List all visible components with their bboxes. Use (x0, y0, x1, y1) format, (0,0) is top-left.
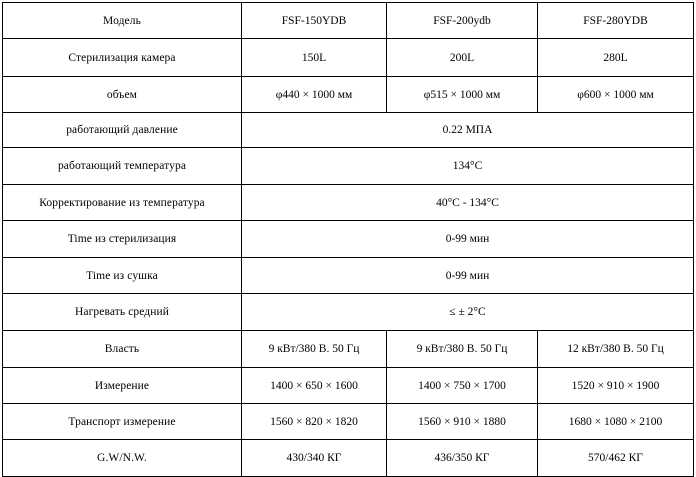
merged-value-cell: ≤ ± 2°C (242, 294, 694, 331)
row-label-cell: Нагревать средний (3, 294, 242, 331)
row-label-cell: Власть (3, 331, 242, 368)
value-cell: 1680 × 1080 × 2100 (538, 404, 694, 440)
table-row (3, 404, 694, 440)
table-row (3, 440, 694, 477)
table-row (3, 185, 694, 221)
value-cell: 570/462 КГ (538, 440, 694, 477)
row-label-cell: Time из стерилизация (3, 221, 242, 258)
row-label-cell: Транспорт измерение (3, 404, 242, 440)
merged-value-cell: 134°C (242, 148, 694, 185)
table-row (3, 148, 694, 185)
table-row (3, 221, 694, 258)
header-row (3, 3, 694, 39)
value-cell: φ600 × 1000 мм (538, 77, 694, 113)
merged-value-cell: 0.22 МПА (242, 113, 694, 148)
row-label-cell: работающий давление (3, 113, 242, 148)
value-cell: 436/350 КГ (387, 440, 538, 477)
value-cell: 1560 × 820 × 1820 (242, 404, 387, 440)
merged-value-cell: 0-99 мин (242, 258, 694, 294)
row-label-cell: Измерение (3, 368, 242, 404)
value-cell: 9 кВт/380 В. 50 Гц (242, 331, 387, 368)
table-row (3, 77, 694, 113)
value-cell: 280L (538, 39, 694, 77)
table-row (3, 113, 694, 148)
value-cell: 430/340 КГ (242, 440, 387, 477)
merged-value-cell: 40°C - 134°C (242, 185, 694, 221)
value-cell: 12 кВт/380 В. 50 Гц (538, 331, 694, 368)
row-label-cell: Корректирование из температура (3, 185, 242, 221)
table-row (3, 331, 694, 368)
row-label-cell: G.W/N.W. (3, 440, 242, 477)
table-row (3, 294, 694, 331)
value-cell: 1400 × 750 × 1700 (387, 368, 538, 404)
value-cell: φ440 × 1000 мм (242, 77, 387, 113)
merged-value-cell: 0-99 мин (242, 221, 694, 258)
value-cell: 1520 × 910 × 1900 (538, 368, 694, 404)
row-label-cell: работающий температура (3, 148, 242, 185)
table-row (3, 258, 694, 294)
table-row (3, 39, 694, 77)
row-label-cell: Стерилизация камера (3, 39, 242, 77)
value-cell: 150L (242, 39, 387, 77)
table-row (3, 368, 694, 404)
value-cell: φ515 × 1000 мм (387, 77, 538, 113)
model-header-cell: FSF-200ydb (387, 3, 538, 39)
model-header-cell: FSF-280YDB (538, 3, 694, 39)
value-cell: 9 кВт/380 В. 50 Гц (387, 331, 538, 368)
spec-table (2, 2, 694, 477)
header-label-cell: Модель (3, 3, 242, 39)
model-header-cell: FSF-150YDB (242, 3, 387, 39)
value-cell: 1560 × 910 × 1880 (387, 404, 538, 440)
row-label-cell: объем (3, 77, 242, 113)
value-cell: 200L (387, 39, 538, 77)
value-cell: 1400 × 650 × 1600 (242, 368, 387, 404)
row-label-cell: Time из сушка (3, 258, 242, 294)
